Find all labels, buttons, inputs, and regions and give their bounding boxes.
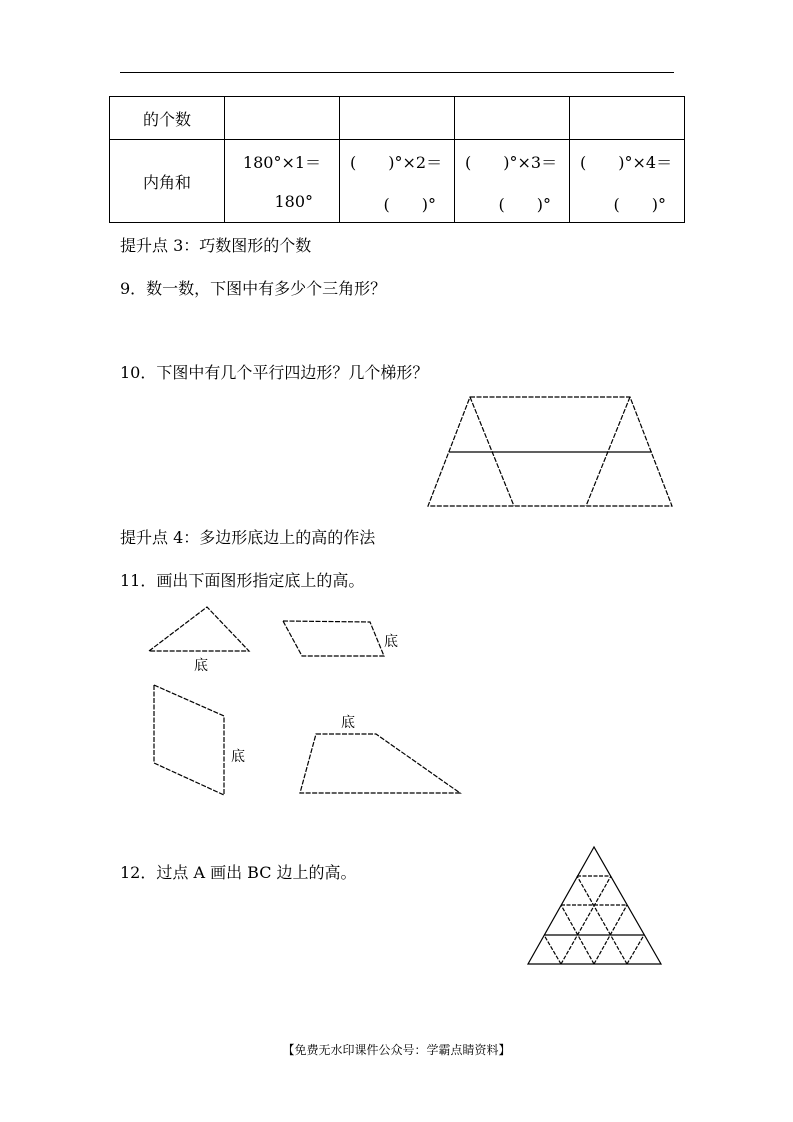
question-10: 10．下图中有几个平行四边形？几个梯形？ <box>120 363 429 382</box>
base-label-parallelogram: 底 <box>384 634 398 650</box>
base-label-triangle: 底 <box>194 658 208 674</box>
answer-cell[interactable] <box>570 97 685 140</box>
answer-cell[interactable] <box>455 97 570 140</box>
footer-note: 【免费无水印课件公众号：学霸点睛资料】 <box>282 1043 511 1057</box>
header-rule <box>120 72 674 73</box>
row-label-angle-sum: 内角和 <box>110 140 225 223</box>
angle-cell[interactable]: ( )°×4＝ ( )° <box>570 140 685 223</box>
section-heading-4: 提升点 4：多边形底边上的高的作法 <box>120 528 376 547</box>
angle-cell[interactable]: ( )°×3＝ ( )° <box>455 140 570 223</box>
question-11: 11．画出下面图形指定底上的高。 <box>120 571 365 590</box>
angle-sum-table <box>109 96 685 223</box>
angle-cell[interactable]: ( )°×2＝ ( )° <box>340 140 455 223</box>
base-label-rhombus: 底 <box>231 749 245 765</box>
table-row <box>110 97 685 140</box>
table-row <box>110 140 685 223</box>
answer-cell[interactable] <box>340 97 455 140</box>
trapezoid-figure <box>420 390 685 515</box>
question-12: 12．过点 A 画出 BC 边上的高。 <box>120 863 357 882</box>
row-label-count: 的个数 <box>110 97 225 140</box>
triangle-grid-figure <box>522 840 667 970</box>
section-heading-3: 提升点 3：巧数图形的个数 <box>120 236 312 255</box>
answer-cell[interactable] <box>225 97 340 140</box>
question-9: 9．数一数，下图中有多少个三角形？ <box>120 279 387 298</box>
shapes-figure <box>145 600 465 800</box>
angle-cell: 180°×1＝ 180° <box>225 140 340 223</box>
base-label-trapezoid: 底 <box>341 715 355 731</box>
